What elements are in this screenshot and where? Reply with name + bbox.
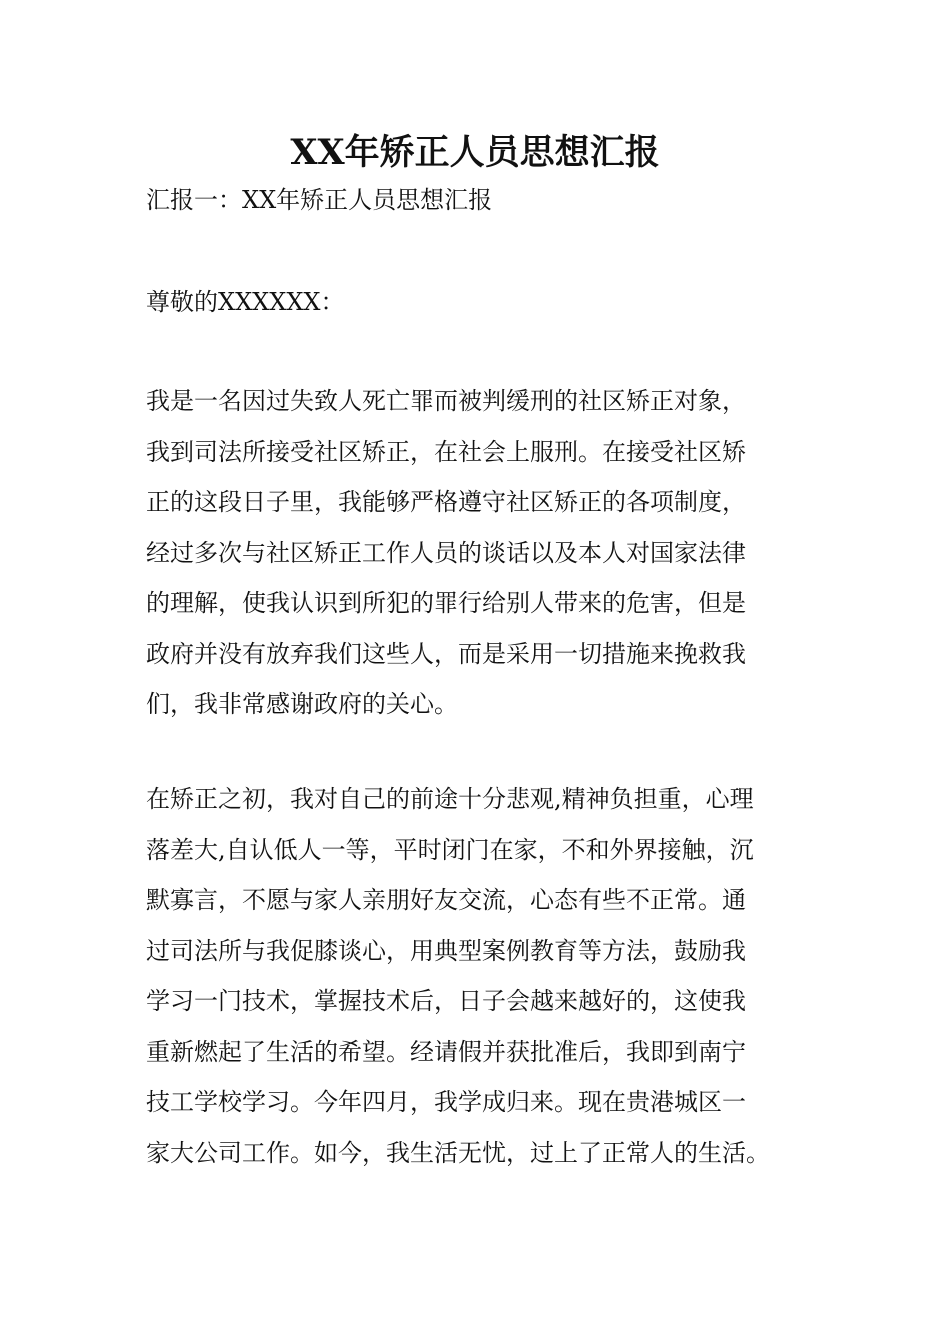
paragraph-line: 我到司法所接受社区矫正，在社会上服刑。在接受社区矫	[146, 437, 746, 466]
paragraph-1	[146, 376, 806, 730]
paragraph-line: 正的这段日子里，我能够严格遵守社区矫正的各项制度，	[146, 488, 746, 516]
paragraph-line: 落差大,自认低人一等，平时闭门在家，不和外界接触，沉	[146, 835, 754, 864]
document-subtitle: 汇报一：XX年矫正人员思想汇报	[146, 186, 493, 214]
paragraph-2	[146, 774, 806, 1178]
document-title: XX年矫正人员思想汇报	[290, 132, 660, 173]
paragraph-line: 家大公司工作。如今，我生活无忧，过上了正常人的生活。	[146, 1138, 770, 1167]
paragraph-line: 经过多次与社区矫正工作人员的谈话以及本人对国家法律	[146, 538, 746, 567]
paragraph-line: 技工学校学习。今年四月，我学成归来。现在贵港城区一	[146, 1088, 746, 1116]
paragraph-line: 们，我非常感谢政府的关心。	[146, 690, 458, 718]
paragraph-line: 我是一名因过失致人死亡罪而被判缓刑的社区矫正对象，	[146, 387, 746, 415]
paragraph-line: 学习一门技术，掌握技术后，日子会越来越好的，这使我	[146, 987, 746, 1015]
salutation: 尊敬的XXXXXX：	[146, 288, 345, 316]
paragraph-line: 重新燃起了生活的希望。经请假并获批准后，我即到南宁	[146, 1037, 746, 1066]
paragraph-line: 在矫正之初，我对自己的前途十分悲观,精神负担重，心理	[146, 785, 754, 813]
paragraph-line: 过司法所与我促膝谈心，用典型案例教育等方法，鼓励我	[146, 936, 746, 965]
paragraph-line: 默寡言，不愿与家人亲朋好友交流，心态有些不正常。通	[146, 886, 746, 914]
paragraph-line: 政府并没有放弃我们这些人，而是采用一切措施来挽救我	[146, 639, 746, 668]
paragraph-line: 的理解，使我认识到所犯的罪行给别人带来的危害，但是	[146, 589, 746, 617]
